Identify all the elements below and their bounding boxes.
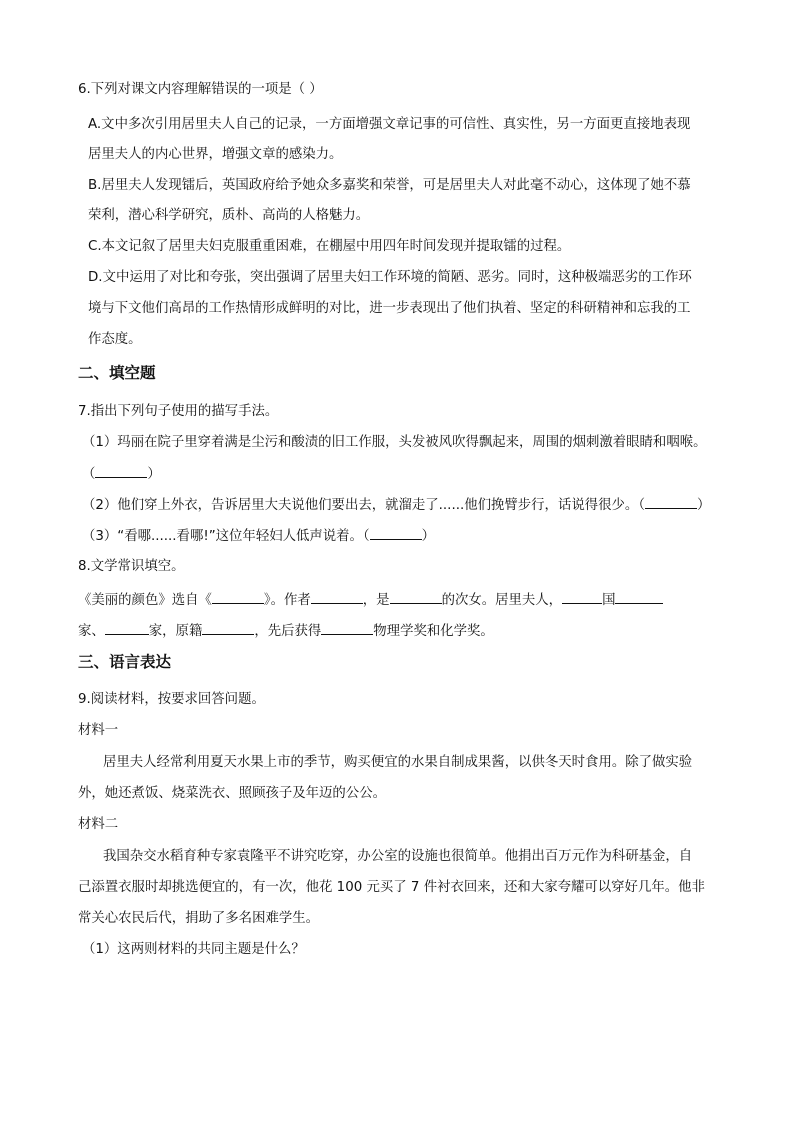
- q8-blank-author[interactable]: [311, 589, 363, 604]
- q6-option-c: C.本文记叙了居里夫妇克服重重困难，在棚屋中用四年时间发现并提取镭的过程。: [88, 239, 571, 254]
- q6-option-a-line2: 居里夫人的内心世界，增强文章的感染力。: [88, 147, 343, 162]
- q7-answer-3-blank[interactable]: [370, 525, 422, 540]
- q9-material-1-line1: 居里夫人经常利用夏天水果上市的季节，购买便宜的水果自制成果酱，以供冬天时食用。除了做实验: [103, 755, 693, 770]
- section-heading-fill-in: 二、填空题: [78, 364, 156, 382]
- q8-text-1: 《美丽的颜色》选自《: [78, 593, 212, 608]
- q6-stem: 6.下列对课文内容理解错误的一项是（ ）: [78, 82, 323, 97]
- q9-material-2-line2: 己添置衣服时却挑选便宜的，有一次，他花 100 元买了 7 件衬衣回来，还和大家夸耀可以穿好几年。他非: [78, 880, 705, 895]
- q7-answer-1-close: ）: [147, 467, 161, 482]
- q6-option-b-line1: B.居里夫人发现镭后，英国政府给予她众多嘉奖和荣誉，可是居里夫人对此毫不动心，这体现了她不慕: [88, 178, 691, 193]
- q7-stem: 7.指出下列句子使用的描写手法。: [78, 404, 279, 419]
- q7-sentence-3-close: ）: [421, 529, 436, 544]
- q9-material-1-title: 材料一: [78, 723, 119, 738]
- q8-line-1: [78, 589, 663, 611]
- q8-text-7: 家，原籍: [148, 624, 203, 639]
- q6-option-d-line3: 作态度。: [88, 332, 142, 347]
- q8-blank-profession-2[interactable]: [105, 620, 149, 635]
- q9-material-1-line2: 外，她还煮饭、烧菜洗衣、照顾孩子及年迈的公公。: [78, 786, 386, 801]
- q8-blank-origin[interactable]: [202, 620, 254, 635]
- q6-option-a-line1: A.文中多次引用居里夫人自己的记录，一方面增强文章记事的可信性、真实性，另一方面更直接地表现: [88, 117, 691, 132]
- q7-answer-1-blank[interactable]: [95, 463, 147, 478]
- q9-material-2-line3: 常关心农民后代，捐助了多名困难学生。: [78, 911, 320, 926]
- q8-text-5: 国: [602, 593, 616, 608]
- q7-sentence-2-text: （2）他们穿上外衣，告诉居里大夫说他们要出去，就溜走了......他们挽臂步行，话说得很少。（: [82, 498, 645, 513]
- q8-text-6: 家、: [78, 624, 105, 639]
- q9-stem: 9.阅读材料，按要求回答问题。: [78, 692, 265, 707]
- q8-text-8: ，先后获得: [254, 624, 322, 639]
- q7-answer-1: [82, 463, 161, 485]
- q7-sentence-1: （1）玛丽在院子里穿着满是尘污和酸渍的旧工作服，头发被风吹得飘起来，周围的烟刺激着眼睛和咽喉。: [82, 435, 707, 450]
- q8-blank-prize[interactable]: [321, 620, 373, 635]
- q6-option-b-line2: 荣利，潜心科学研究，质朴、高尚的人格魅力。: [88, 208, 370, 223]
- q8-text-3: ，是: [362, 593, 390, 608]
- q7-sentence-2: [82, 494, 710, 516]
- q8-text-4: 的次女。居里夫人，: [441, 593, 563, 608]
- q8-blank-parent[interactable]: [390, 589, 442, 604]
- q7-sentence-3-text: （3）“看哪......看哪!”这位年轻妇人低声说着。（: [82, 529, 370, 544]
- q7-sentence-2-close: ）: [696, 498, 711, 513]
- q7-answer-1-open: （: [82, 467, 96, 482]
- q8-text-9: 物理学奖和化学奖。: [373, 624, 494, 639]
- q8-blank-nationality[interactable]: [562, 589, 602, 604]
- q8-stem: 8.文学常识填空。: [78, 559, 185, 574]
- section-heading-language-expression: 三、语言表达: [78, 653, 172, 671]
- q6-option-d-line2: 境与下文他们高昂的工作热情形成鲜明的对比，进一步表现出了他们执着、坚定的科研精神和忘我的工: [88, 301, 691, 316]
- q6-option-d-line1: D.文中运用了对比和夸张，突出强调了居里夫妇工作环境的简陋、恶劣。同时，这种极端恶劣的工作环: [88, 270, 692, 285]
- q8-blank-profession-1[interactable]: [615, 589, 663, 604]
- q9-material-2-title: 材料二: [78, 817, 119, 832]
- q7-answer-2-blank[interactable]: [645, 494, 697, 509]
- q8-text-2: 》。作者: [263, 593, 311, 608]
- q9-subquestion-1: （1）这两则材料的共同主题是什么？: [82, 942, 305, 957]
- q7-sentence-3: [82, 525, 435, 547]
- q9-material-2-line1: 我国杂交水稻育种专家袁隆平不讲究吃穿，办公室的设施也很简单。他捐出百万元作为科研基金，自: [103, 849, 693, 864]
- q8-line-2: [78, 620, 494, 642]
- q8-blank-source[interactable]: [212, 589, 264, 604]
